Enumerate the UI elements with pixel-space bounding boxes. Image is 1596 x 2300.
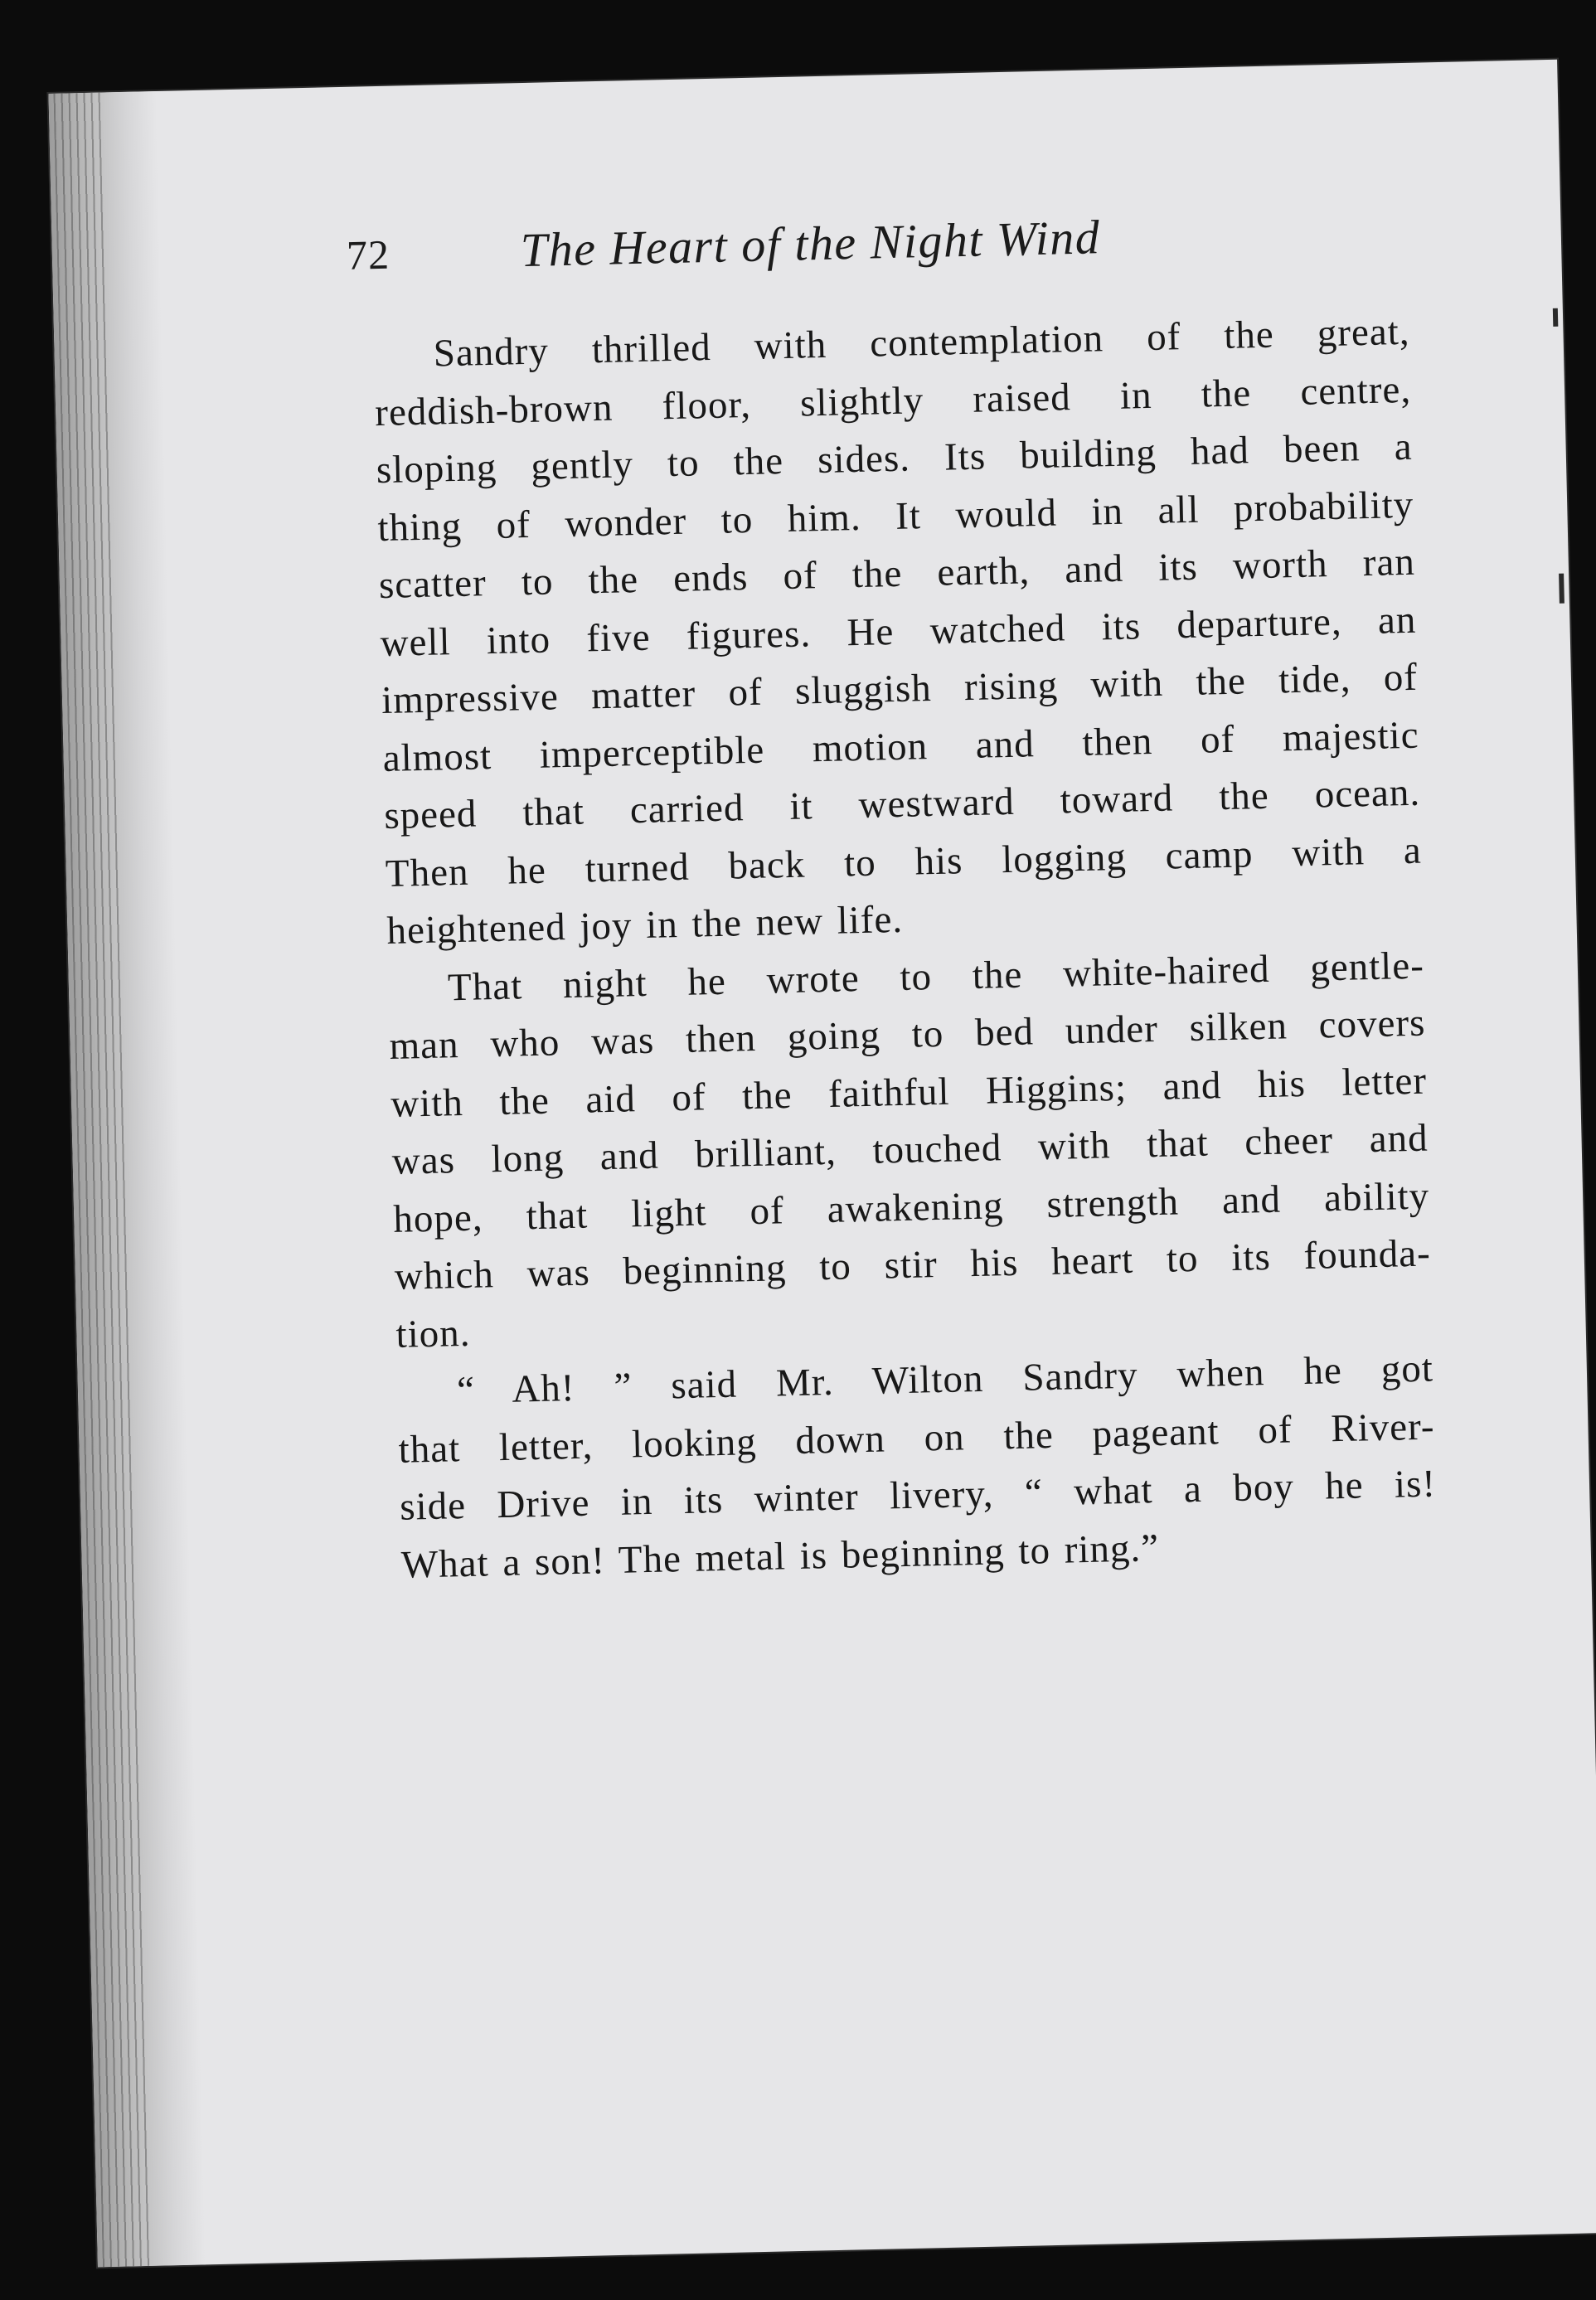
text-line: That night he wrote to the white-haired gentle- [447,944,1425,1009]
book-page [48,60,1596,2268]
text-line: sloping gently to the sides. Its building had been a [376,425,1414,493]
text-line: with the aid of the faithful Higgins; and his letter [390,1059,1428,1126]
text-line: that letter, looking down on the pageant of River- [398,1404,1435,1472]
text-line: hope, that light of awakening strength and ability [392,1174,1430,1241]
running-title: The Heart of the Night Wind [520,210,1101,278]
text-line: Then he turned back to his logging camp with a [385,828,1423,895]
text-line: impressive matter of sluggish rising with the tide, of [381,655,1419,723]
text-line: reddish-brown floor, slightly raised in the centre, [374,367,1412,434]
text-line: scatter to the ends of the earth, and its worth ran [378,540,1416,608]
text-line: side Drive in its winter livery, “ what a boy he is! [399,1462,1437,1529]
page-header [346,204,1342,301]
text-line: was long and brilliant, touched with that cheer and [391,1116,1429,1183]
text-line: man who was then going to bed under silken covers [389,1001,1426,1068]
text-line: What a son! The metal is beginning to ring.” [400,1526,1160,1587]
text-line: Sandry thrilled with contemplation of the great, [433,309,1411,376]
scan-artifact-mark [1559,574,1564,604]
text-line: heightened joy in the new life. [386,897,904,953]
body-text [373,303,1438,1594]
text-line: which was beginning to stir his heart to its founda- [394,1231,1432,1298]
scan-artifact-mark [1553,308,1558,327]
page-number: 72 [346,230,391,279]
text-line: almost imperceptible motion and then of majestic [382,713,1420,780]
text-line: tion. [395,1311,471,1356]
text-line: thing of wonder to him. It would in all probability [376,483,1414,550]
text-line: “ Ah! ” said Mr. Wilton Sandry when he got [456,1347,1434,1413]
text-line: speed that carried it westward toward the ocean. [383,770,1421,838]
text-line: well into five figures. He watched its departure, an [380,598,1417,665]
